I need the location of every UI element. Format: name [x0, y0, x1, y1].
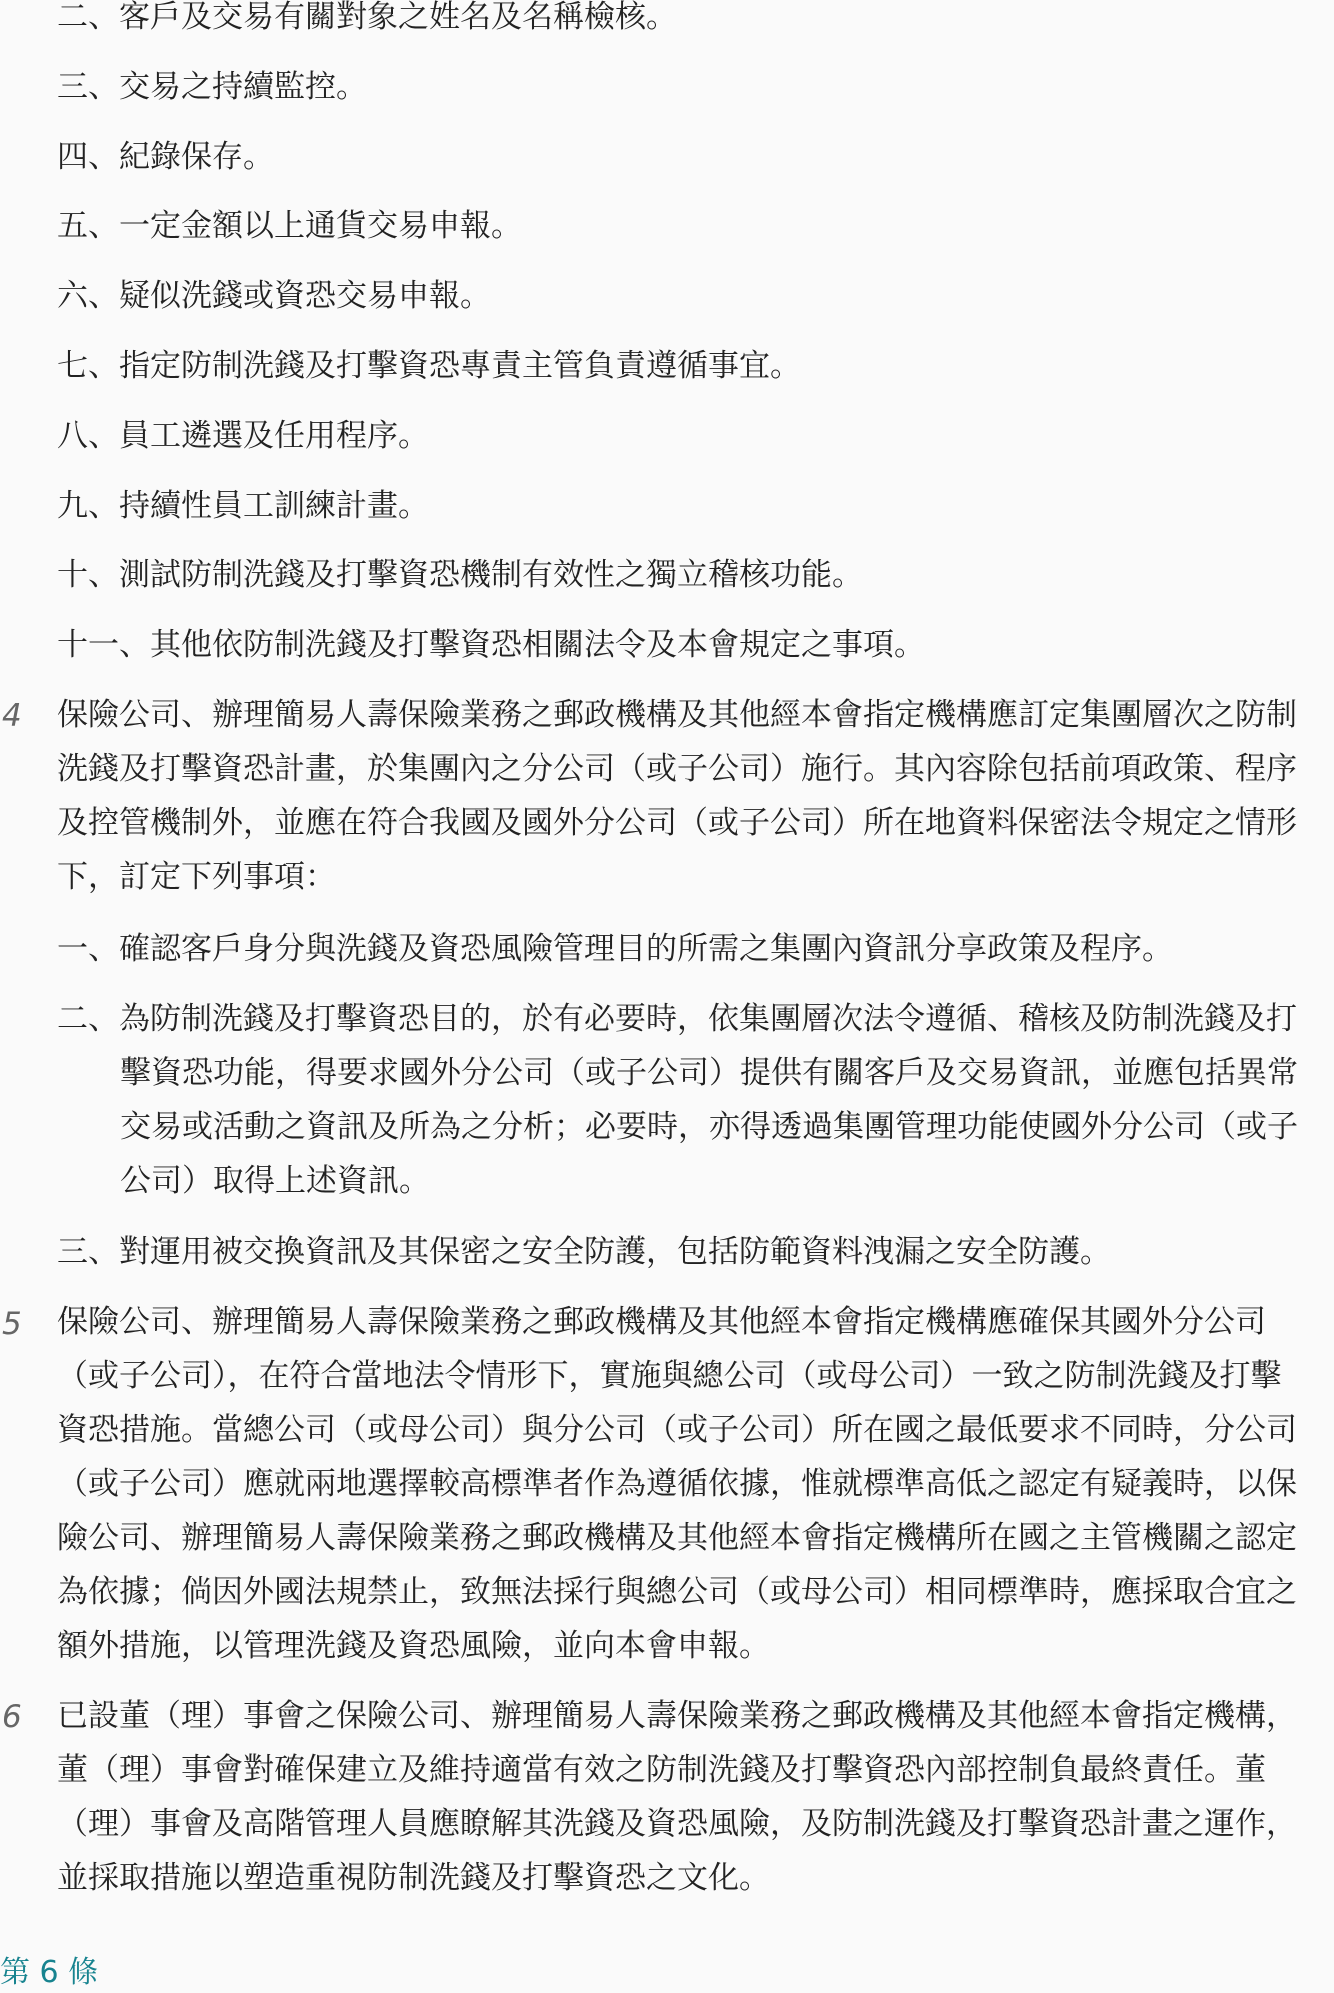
paragraph-line: （或子公司），在符合當地法令情形下，實施與總公司（或母公司）一致之防制洗錢及打擊 [57, 1358, 1282, 1394]
paragraph-line: 並採取措施以塑造重視防制洗錢及打擊資恐之文化。 [57, 1860, 770, 1896]
paragraph-line: 已設董（理）事會之保險公司、辦理簡易人壽保險業務之郵政機構及其他經本會指定機構， [57, 1698, 1297, 1734]
sub-item-line: 公司）取得上述資訊。 [120, 1163, 430, 1199]
sub-item-line: 三、對運用被交換資訊及其保密之安全防護，包括防範資料洩漏之安全防護。 [57, 1234, 1111, 1270]
list-item: 六、疑似洗錢或資恐交易申報。 [57, 278, 491, 314]
paragraph-line: 洗錢及打擊資恐計畫，於集團內之分公司（或子公司）施行。其內容除包括前項政策、程序 [57, 751, 1297, 787]
sub-item-line: 二、為防制洗錢及打擊資恐目的，於有必要時，依集團層次法令遵循、稽核及防制洗錢及打 [57, 1001, 1297, 1037]
paragraph-line: 險公司、辦理簡易人壽保險業務之郵政機構及其他經本會指定機構所在國之主管機關之認定 [57, 1520, 1297, 1556]
list-item: 十一、其他依防制洗錢及打擊資恐相關法令及本會規定之事項。 [57, 627, 925, 663]
list-item: 九、持續性員工訓練計畫。 [57, 488, 429, 524]
paragraph-line: 額外措施，以管理洗錢及資恐風險，並向本會申報。 [57, 1628, 770, 1664]
list-item: 八、員工遴選及任用程序。 [57, 418, 429, 454]
paragraph-5 [57, 1295, 1334, 1673]
paragraph-number: 6 [2, 1699, 22, 1735]
sub-item-line: 擊資恐功能，得要求國外分公司（或子公司）提供有關客戶及交易資訊，並應包括異常 [120, 1055, 1298, 1091]
list-item: 五、一定金額以上通貨交易申報。 [57, 208, 522, 244]
paragraph-line: 下，訂定下列事項： [57, 859, 336, 895]
paragraph-line: 資恐措施。當總公司（或母公司）與分公司（或子公司）所在國之最低要求不同時，分公司 [57, 1412, 1297, 1448]
list-item: 二、客戶及交易有關對象之姓名及名稱檢核。 [57, 0, 677, 35]
sub-list-item [57, 1225, 1111, 1279]
list-item: 十、測試防制洗錢及打擊資恐機制有效性之獨立稽核功能。 [57, 557, 863, 593]
paragraph-6 [57, 1689, 1334, 1905]
list-item: 四、紀錄保存。 [57, 139, 274, 175]
paragraph-line: 保險公司、辦理簡易人壽保險業務之郵政機構及其他經本會指定機構應訂定集團層次之防制 [57, 697, 1297, 733]
paragraph-4 [57, 688, 1334, 904]
sub-item-line: 一、確認客戶身分與洗錢及資恐風險管理目的所需之集團內資訊分享政策及程序。 [57, 931, 1173, 967]
paragraph-line: 及控管機制外，並應在符合我國及國外分公司（或子公司）所在地資料保密法令規定之情形 [57, 805, 1297, 841]
sub-list-item [57, 992, 1298, 1208]
paragraph-number: 5 [2, 1306, 22, 1342]
paragraph-number: 4 [2, 698, 22, 734]
list-item: 三、交易之持續監控。 [57, 69, 367, 105]
article-heading-link[interactable]: 第 6 條 [0, 1955, 99, 1990]
paragraph-line: （或子公司）應就兩地選擇較高標準者作為遵循依據，惟就標準高低之認定有疑義時，以保 [57, 1466, 1297, 1502]
sub-item-line: 交易或活動之資訊及所為之分析；必要時，亦得透過集團管理功能使國外分公司（或子 [120, 1109, 1298, 1145]
paragraph-line: 董（理）事會對確保建立及維持適當有效之防制洗錢及打擊資恐內部控制負最終責任。董 [57, 1752, 1266, 1788]
paragraph-line: （理）事會及高階管理人員應瞭解其洗錢及資恐風險，及防制洗錢及打擊資恐計畫之運作， [57, 1806, 1297, 1842]
paragraph-line: 為依據；倘因外國法規禁止，致無法採行與總公司（或母公司）相同標準時，應採取合宜之 [57, 1574, 1297, 1610]
list-item: 七、指定防制洗錢及打擊資恐專責主管負責遵循事宜。 [57, 348, 801, 384]
paragraph-line: 保險公司、辦理簡易人壽保險業務之郵政機構及其他經本會指定機構應確保其國外分公司 [57, 1304, 1266, 1340]
sub-list-item [57, 922, 1173, 976]
